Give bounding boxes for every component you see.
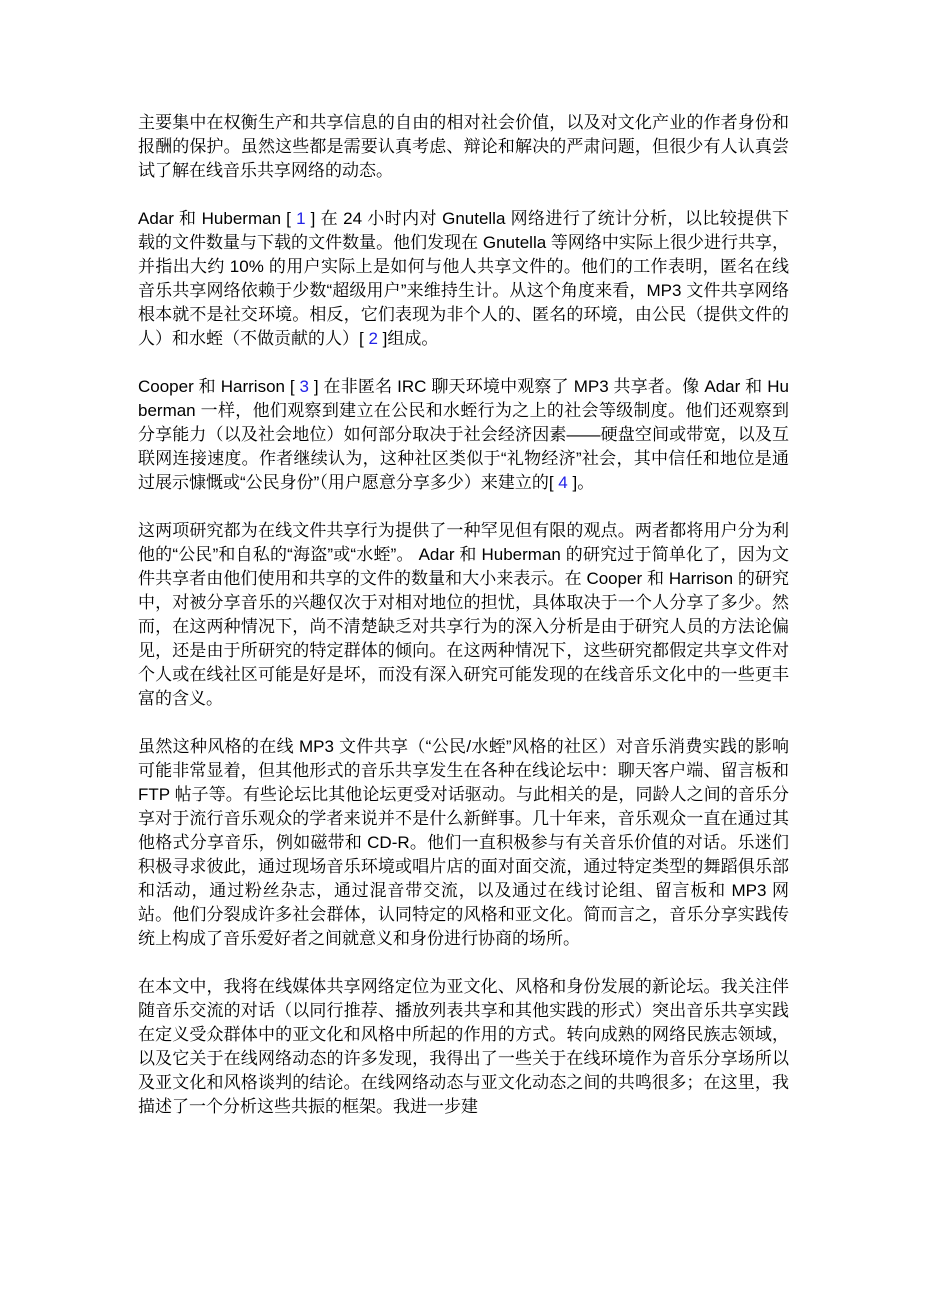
document-body bbox=[138, 111, 789, 1119]
paragraph-6 bbox=[138, 975, 789, 1119]
citation-link-4[interactable]: 4 bbox=[558, 473, 568, 492]
text-run: 。 bbox=[577, 473, 595, 492]
citation-link-3[interactable]: 3 bbox=[299, 377, 309, 396]
citation: [ 1 ] bbox=[286, 209, 316, 228]
text-run: 在 24 小时内对 Gnutella 网络进行了统计分析，以比较提供下载的文件数量与下载的文件数量。他们发现在 Gnutella 等网络中实际上很少进行共享，并指出大约 10% 的用户实际上是如何与他人共享文件的。他们的工作表明，匿名在线音乐共享网络依赖于少数“超级用户”来维持生计。从这个角度来看，MP3 文件共享网络根本就不是社交环境。相反，它们表现为非个人的、匿名的环境，由公民（提供文件的人）和水蛭（不做贡献的人） bbox=[138, 209, 790, 348]
text-run: 组成。 bbox=[387, 329, 439, 348]
paragraph-5 bbox=[138, 735, 789, 951]
citation-link-1[interactable]: 1 bbox=[296, 209, 306, 228]
paragraph-1 bbox=[138, 111, 789, 183]
text-run: 这两项研究都为在线文件共享行为提供了一种罕见但有限的观点。两者都将用户分为利他的“公民”和自私的“海盗”或“水蛭”。 Adar 和 Huberman 的研究过于简单化了，因为文件共享者由他们使用和共享的文件的数量和大小来表示。在 Cooper 和 Harrison 的研究中，对被分享音乐的兴趣仅次于对相对地位的担忧，具体取决于一个人分享了多少。然而，在这两种情况下，尚不清楚缺乏对共享行为的深入分析是由于研究人员的方法论偏见，还是由于所研究的特定群体的倾向。在这两种情况下，这些研究都假定共享文件对个人或在线社区可能是好是坏，而没有深入研究可能发现的在线音乐文化中的一些更丰富的含义。 bbox=[138, 521, 789, 708]
citation-link-2[interactable]: 2 bbox=[368, 329, 378, 348]
paragraph-3 bbox=[138, 375, 789, 495]
citation: [ 2 ] bbox=[359, 329, 388, 348]
paragraph-2 bbox=[138, 207, 789, 351]
text-run: 虽然这种风格的在线 MP3 文件共享（“公民/水蛭”风格的社区）对音乐消费实践的影响可能非常显着，但其他形式的音乐共享发生在各种在线论坛中：聊天客户端、留言板和 FTP 帖子等。有些论坛比其他论坛更受对话驱动。与此相关的是，同龄人之间的音乐分享对于流行音乐观众的学者来说并不是什么新鲜事。几十年来，音乐观众一直在通过其他格式分享音乐，例如磁带和 CD-R。他们一直积极参与有关音乐价值的对话。乐迷们积极寻求彼此，通过现场音乐环境或唱片店的面对面交流，通过特定类型的舞蹈俱乐部和活动，通过粉丝杂志，通过混音带交流，以及通过在线讨论组、留言板和 MP3 网站。他们分裂成许多社会群体，认同特定的风格和亚文化。简而言之，音乐分享实践传统上构成了音乐爱好者之间就意义和身份进行协商的场所。 bbox=[138, 737, 789, 948]
text-run: Adar 和 Huberman bbox=[138, 209, 287, 228]
citation: [ 4 ] bbox=[548, 473, 578, 492]
text-run: 在本文中，我将在线媒体共享网络定位为亚文化、风格和身份发展的新论坛。我关注伴随音乐交流的对话（以同行推荐、播放列表共享和其他实践的形式）突出音乐共享实践在定义受众群体中的亚文化和风格中所起的作用的方式。转向成熟的网络民族志领域，以及它关于在线网络动态的许多发现，我得出了一些关于在线环境作为音乐分享场所以及亚文化和风格谈判的结论。在线网络动态与亚文化动态之间的共鸣很多；在这里，我描述了一个分析这些共振的框架。我进一步建 bbox=[138, 977, 789, 1116]
citation: [ 3 ] bbox=[289, 377, 319, 396]
text-run: Cooper 和 Harrison bbox=[138, 377, 290, 396]
text-run: 在非匿名 IRC 聊天环境中观察了 MP3 共享者。像 Adar 和 Huberman 一样，他们观察到建立在公民和水蛭行为之上的社会等级制度。他们还观察到分享能力（以及社会地位）如何部分取决于社会经济因素——硬盘空间或带宽，以及互联网连接速度。作者继续认为，这种社区类似于“礼物经济”社会，其中信任和地位是通过展示慷慨或“公民身份”（用户愿意分享多少）来建立的 bbox=[138, 377, 789, 492]
text-run: 主要集中在权衡生产和共享信息的自由的相对社会价值，以及对文化产业的作者身份和报酬的保护。虽然这些都是需要认真考虑、辩论和解决的严肃问题，但很少有人认真尝试了解在线音乐共享网络的动态。 bbox=[138, 113, 789, 180]
paragraph-4 bbox=[138, 519, 789, 711]
